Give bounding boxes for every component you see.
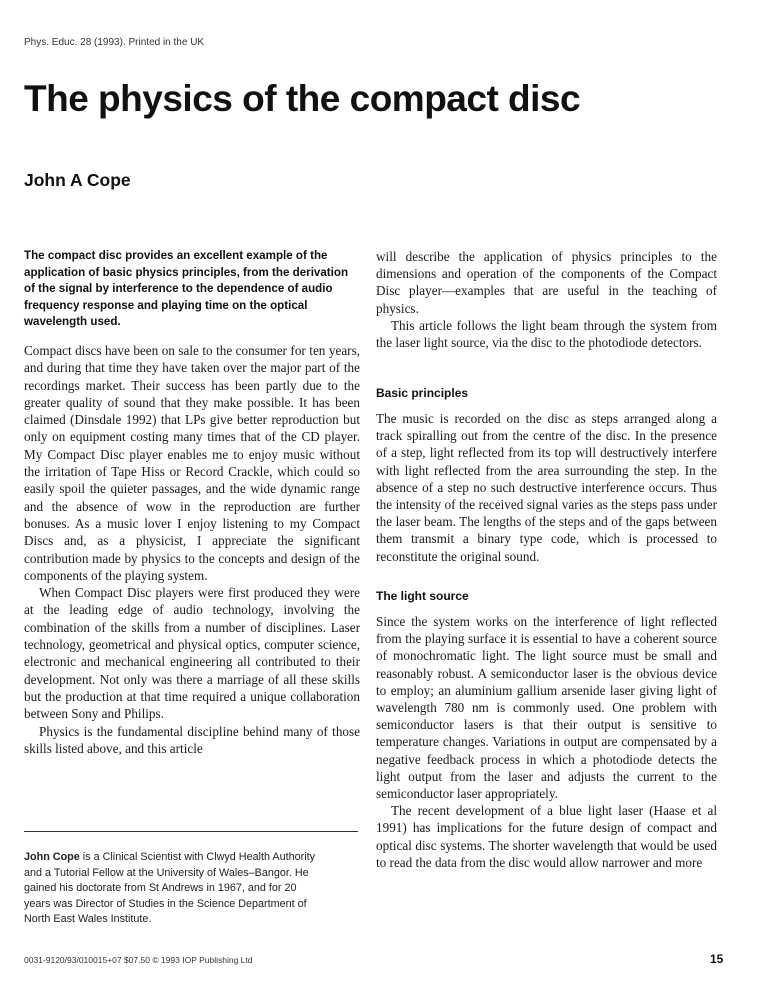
footer-copyright-code: 0031-9120/93/010015+07 $07.50 © 1993 IOP Publishing Ltd: [24, 955, 253, 965]
body-paragraph: When Compact Disc players were first produced they were at the leading edge of audio technology, involving the combination of the skills from a number of disciplines. Laser technology, geometrical and physical optics, computer science, electronic and mechanical engineering all contributed to their development. Not only was there a marriage of all these skills but the production at that time required a unique collaboration between Sony and Philips.: [24, 585, 360, 722]
author-bio-name: John Cope: [24, 851, 80, 863]
article-title: The physics of the compact disc: [24, 78, 581, 119]
author-bio-text: is a Clinical Scientist with Clwyd Health Authority and a Tutorial Fellow at the University of Wales–Bangor. He gained his doctorate from St Andrews in 1967, and for 20 years was Director of Studies in the Science Department of North East Wales Institute.: [24, 851, 316, 925]
abstract: The compact disc provides an excellent example of the application of basic physics principles, from the derivation of the signal by interference to the dependence of audio frequency response and playing time on the optical wavelength used.: [24, 249, 349, 328]
page-number: 15: [710, 952, 724, 966]
section-basic-principles: [376, 410, 717, 565]
body-paragraph: Compact discs have been on sale to the consumer for ten years, and during that time they have taken over the major part of the recordings market. Their success has been partly due to the greater quality of sound that they make possible. It has been claimed (Dinsdale 1992) that LPs give better reproduction but only on equipment costing many times that of the CD player. My Compact Disc player enables me to enjoy music without the irritation of Tape Hiss or Record Crackle, which could so easily spoil the quieter passages, and the wide dynamic range and the absence of wow in the reproduction are further bonuses. As a music lover I enjoy listening to my Compact Discs and, as a physicist, I appreciate the significant contribution made by physics to the concepts and design of the components of the playing system.: [24, 343, 360, 583]
section-light-source: [376, 613, 717, 871]
journal-reference: Phys. Educ. 28 (1993). Printed in the UK: [24, 37, 205, 48]
body-paragraph: The recent development of a blue light laser (Haase et al 1991) has implications for the future design of compact and optical disc systems. The shorter wavelength that would be used to read the data from the disc would allow narrower and more: [376, 803, 717, 870]
article-author: John A Cope: [24, 170, 131, 190]
section-heading-light-source: The light source: [376, 589, 469, 603]
author-bio: [24, 850, 324, 928]
section-heading-basic-principles: Basic principles: [376, 386, 469, 400]
left-column-body: [24, 342, 360, 757]
body-paragraph: This article follows the light beam through the system from the laser light source, via the disc to the photodiode detectors.: [376, 317, 717, 351]
footnote-divider: [24, 831, 358, 832]
right-column-intro: [376, 248, 717, 351]
body-paragraph: The music is recorded on the disc as steps arranged along a track spiralling out from the centre of the disc. In the presence of a step, light reflected from its top will destructively interfere with light reflected from the area surrounding the step. In the absence of a step no such destructive interference occurs. Thus the intensity of the received signal varies as the steps pass under the laser beam. The lengths of the steps and of the gaps between them transmit a binary type code, which is processed to reconstitute the original sound.: [376, 411, 717, 564]
body-paragraph: will describe the application of physics principles to the dimensions and operation of the components of the Compact Disc player—examples that are useful in the teaching of physics.: [376, 249, 717, 316]
body-paragraph: Since the system works on the interference of light reflected from the playing surface it is essential to have a coherent source of monochromatic light. The light source must be small and reasonably robust. A semiconductor laser is the obvious device to employ; an aluminium gallium arsenide laser giving light of wavelength 780 nm is commonly used. One problem with semiconductor lasers is that their output is sensitive to temperature changes. Variations in output are compensated by a negative feedback process in which a photodiode detects the light output from the laser and adjusts the current to the semiconductor laser appropriately.: [376, 614, 717, 802]
body-paragraph: Physics is the fundamental discipline behind many of those skills listed above, and this article: [24, 723, 360, 756]
